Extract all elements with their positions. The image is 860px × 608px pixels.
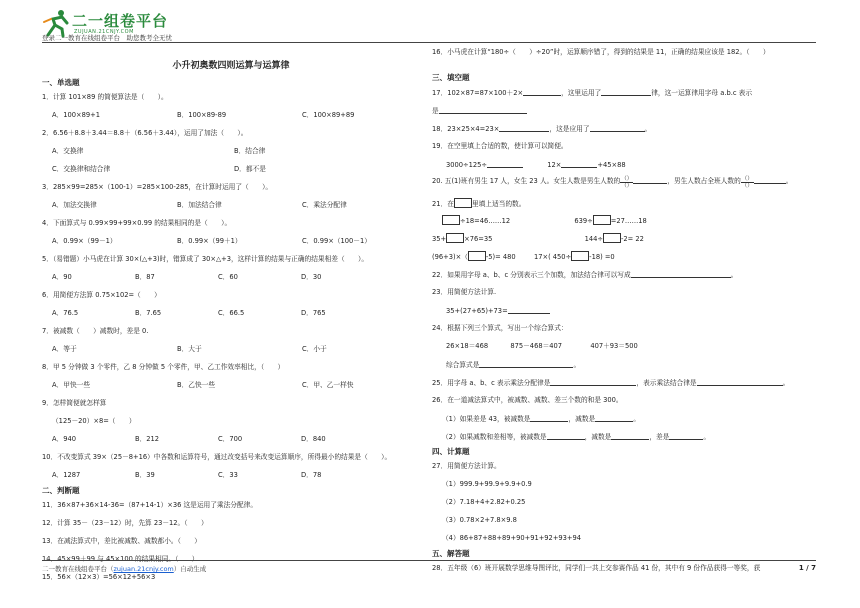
text: 18．23×25×4=23× bbox=[432, 125, 500, 133]
answer-blank[interactable] bbox=[669, 432, 703, 440]
fill-question bbox=[432, 198, 818, 206]
text: ÷18=46……12 bbox=[460, 217, 511, 225]
fill-question bbox=[432, 176, 818, 188]
text: ，这是应用了 bbox=[549, 125, 590, 133]
text: 35+(27+65)+73= bbox=[446, 307, 508, 315]
option-row bbox=[42, 309, 420, 317]
text: 17×( 450÷ bbox=[533, 253, 572, 261]
question-stem: 1．计算 101×89 的简便算法是（ ）。 bbox=[42, 93, 168, 101]
fill-question bbox=[432, 88, 818, 96]
text: +45×88 bbox=[597, 161, 626, 169]
box-expression-row bbox=[432, 251, 818, 260]
calc-item: （1）999.9+99.9+9.9+0.9 bbox=[442, 480, 532, 488]
text: 26×18＝468 bbox=[446, 342, 489, 350]
option[interactable]: C．小于 bbox=[302, 345, 327, 353]
section-heading: 三、填空题 bbox=[432, 73, 470, 82]
question-expression: （125－20）×8=（ ） bbox=[52, 417, 136, 425]
option-row bbox=[42, 111, 420, 119]
question-stem: 4．下面算式与 0.99×99+99×0.99 的结果相同的是（ ）。 bbox=[42, 219, 232, 227]
option[interactable]: B．87 bbox=[135, 273, 155, 281]
answer-box[interactable] bbox=[468, 251, 486, 261]
answer-box[interactable] bbox=[603, 233, 621, 243]
option[interactable]: C．0.99×（100－1） bbox=[302, 237, 371, 245]
text: 17．102×87=87×100＋2× bbox=[432, 89, 524, 97]
answer-blank[interactable] bbox=[523, 88, 561, 96]
option[interactable]: A．交换律 bbox=[52, 147, 84, 155]
option[interactable]: C．700 bbox=[218, 435, 243, 443]
question-stem: 8．甲 5 分钟做 3 个零件，乙 8 分钟做 5 个零件，甲、乙工作效率相比，（ ） bbox=[42, 363, 285, 371]
box-expression-row bbox=[432, 233, 818, 242]
text: 21．在 bbox=[432, 200, 454, 208]
text: ，表示乘法结合律是 bbox=[636, 379, 697, 387]
judge-question: 16．小马虎在计算“180÷（ ）÷20”时，运算顺序错了，得到的结果是 11，正确的结果应该是 182。（ ） bbox=[432, 48, 770, 56]
text: 综合算式是 bbox=[446, 361, 480, 369]
answer-blank[interactable] bbox=[595, 414, 633, 422]
option[interactable]: B．结合律 bbox=[234, 147, 266, 155]
answer-box[interactable] bbox=[571, 251, 589, 261]
option-row bbox=[42, 165, 420, 173]
judge-question: 11．36×87+36×14-36=（87+14-1）×36 这是运用了乘法分配律。 bbox=[42, 501, 258, 509]
option[interactable]: C．100×89+89 bbox=[302, 111, 355, 119]
option-row bbox=[42, 381, 420, 389]
text: 144÷ bbox=[584, 235, 604, 243]
fraction-denominator: （） bbox=[621, 183, 633, 189]
text: -2= 22 bbox=[621, 235, 644, 243]
option-row bbox=[42, 273, 420, 281]
text: ，这里运用了 bbox=[561, 89, 602, 97]
text: -18) =0 bbox=[589, 253, 615, 261]
fill-sub-question bbox=[432, 432, 818, 440]
answer-box[interactable] bbox=[593, 215, 611, 225]
option[interactable]: A．76.5 bbox=[52, 309, 79, 317]
judge-question: 13．在减法算式中，差比被减数、减数都小。（ ） bbox=[42, 537, 201, 545]
answer-blank[interactable] bbox=[561, 160, 597, 168]
text: 20. 五(1)班有男生 17 人，女生 23 人。女生人数是男生人数的 bbox=[432, 177, 621, 185]
expression-row bbox=[432, 342, 818, 350]
text: 里填上适当的数。 bbox=[471, 200, 526, 208]
fill-question bbox=[432, 124, 818, 132]
section-heading: 五、解答题 bbox=[432, 549, 470, 558]
option[interactable]: A．940 bbox=[52, 435, 77, 443]
text: 875－468＝407 bbox=[510, 342, 563, 350]
section-heading: 二、判断题 bbox=[42, 486, 80, 495]
answer-blank[interactable] bbox=[547, 432, 585, 440]
answer-box[interactable] bbox=[446, 233, 464, 243]
option[interactable]: A．甲快一些 bbox=[52, 381, 91, 389]
page-number: 1 / 7 bbox=[798, 564, 816, 572]
text: 407＋93＝500 bbox=[590, 342, 638, 350]
question-stem: 23．用简便方法计算. bbox=[432, 288, 497, 296]
option[interactable]: C．60 bbox=[218, 273, 238, 281]
calc-item: （4）86+87+88+89+90+91+92+93+94 bbox=[442, 534, 582, 542]
text: =27……18 bbox=[610, 217, 647, 225]
fraction-numerator: （） bbox=[741, 176, 753, 182]
question-stem: 28．五年级（6）班开展数学思维导图评比，同学们一共上交参赛作品 41 份，其中有 9 份作品获得一等奖，获 bbox=[432, 564, 761, 572]
answer-blank[interactable] bbox=[611, 432, 649, 440]
option[interactable]: C．33 bbox=[218, 471, 238, 479]
answer-box[interactable] bbox=[454, 198, 472, 208]
text: 。 bbox=[785, 177, 793, 185]
text: 22．如果用字母 a、b、c 分别表示三个加数，加法结合律可以写成 bbox=[432, 271, 631, 279]
option[interactable]: B．100×89-89 bbox=[177, 111, 227, 119]
fill-question bbox=[432, 378, 818, 386]
option[interactable]: D．30 bbox=[301, 273, 322, 281]
fill-question-continued bbox=[432, 106, 818, 114]
footer-link[interactable]: zujuan.21cnjy.com bbox=[113, 565, 174, 573]
header-divider bbox=[42, 42, 816, 43]
right-column bbox=[432, 48, 818, 572]
answer-blank[interactable] bbox=[479, 360, 573, 368]
footer-text: 二一教育在线组卷平台（ bbox=[42, 565, 114, 573]
text: 。 bbox=[644, 125, 652, 133]
option[interactable]: A．等于 bbox=[52, 345, 77, 353]
text: ，男生人数占全班人数的 bbox=[667, 177, 741, 185]
option[interactable]: C．乘法分配律 bbox=[302, 201, 347, 209]
fraction-numerator: （） bbox=[621, 176, 633, 182]
judge-question: 14．45×99＋99 与 45×100 的结果相同。（ ） bbox=[42, 555, 199, 563]
text: 35+ bbox=[432, 235, 447, 243]
option[interactable]: D．765 bbox=[301, 309, 326, 317]
text: 。 bbox=[633, 415, 640, 423]
text: 。 bbox=[782, 379, 790, 387]
text: 639÷ bbox=[574, 217, 593, 225]
question-stem: 2．6.56＋8.8＋3.44＝8.8＋（6.56＋3.44），运用了加法（ ）。 bbox=[42, 129, 248, 137]
option[interactable]: B．乙快一些 bbox=[177, 381, 216, 389]
option[interactable]: B．大于 bbox=[177, 345, 202, 353]
text: ，减数是 bbox=[568, 415, 596, 423]
text: 25．用字母 a、b、c 表示乘法分配律是 bbox=[432, 379, 551, 387]
logo-text: 二一组卷平台 bbox=[72, 12, 169, 30]
option[interactable]: A．90 bbox=[52, 273, 72, 281]
option[interactable]: C．甲、乙一样快 bbox=[302, 381, 354, 389]
text: ，减数是 bbox=[584, 433, 612, 441]
fraction-denominator: （） bbox=[741, 183, 753, 189]
fill-sub-question bbox=[432, 414, 818, 422]
option[interactable]: C．交换律和结合律 bbox=[52, 165, 111, 173]
option[interactable]: D．78 bbox=[301, 471, 322, 479]
box-expression-row bbox=[432, 215, 818, 224]
text: 12× bbox=[547, 161, 562, 169]
footer-text: ）自动生成 bbox=[173, 565, 207, 573]
fraction-blank[interactable] bbox=[741, 176, 754, 189]
option-row bbox=[42, 201, 420, 209]
option-row bbox=[42, 345, 420, 353]
text: 是 bbox=[432, 107, 439, 115]
text: （2）如果减数和差相等，被减数是 bbox=[442, 433, 547, 441]
text: -5)= 480 bbox=[485, 253, 516, 261]
answer-blank[interactable] bbox=[754, 176, 786, 184]
section-heading: 一、单选题 bbox=[42, 78, 80, 87]
judge-question: 15．56×（12×3）=56×12+56×3 bbox=[42, 573, 156, 581]
answer-blank[interactable] bbox=[508, 306, 550, 314]
site-logo[interactable] bbox=[42, 8, 169, 36]
text: 3000÷125÷ bbox=[446, 161, 487, 169]
text: （1）如果差是 43，被减数是 bbox=[442, 415, 531, 423]
answer-blank[interactable] bbox=[697, 378, 783, 386]
option[interactable]: A．0.99×（99－1） bbox=[52, 237, 117, 245]
fill-question bbox=[432, 270, 818, 278]
header-tagline: 登录二一教育在线组卷平台 助您教考全无忧 bbox=[42, 34, 172, 42]
option[interactable]: D．都不是 bbox=[234, 165, 266, 173]
option-row bbox=[42, 435, 420, 443]
question-stem: 24．根据下列三个算式，写出一个综合算式： bbox=[432, 324, 568, 332]
question-stem: 9．怎样简便就怎样算 bbox=[42, 399, 107, 407]
answer-blank[interactable] bbox=[439, 106, 527, 114]
option-row bbox=[42, 147, 420, 155]
answer-blank[interactable] bbox=[631, 270, 731, 278]
option[interactable]: B．加法结合律 bbox=[177, 201, 222, 209]
text: ×76=35 bbox=[464, 235, 493, 243]
question-stem: 26．在一道减法算式中，被减数、减数、差三个数的和是 300。 bbox=[432, 396, 623, 404]
question-stem: 19．在空里填上合适的数，使计算可以简便。 bbox=[432, 142, 568, 150]
fill-expression-row bbox=[432, 160, 818, 168]
question-stem: 27．用简便方法计算。 bbox=[432, 462, 501, 470]
option[interactable]: B．7.65 bbox=[135, 309, 162, 317]
calc-item: （2）7.18+4+2.82+0.25 bbox=[442, 498, 526, 506]
question-stem: 6．用简便方法算 0.75×102=（ ） bbox=[42, 291, 161, 299]
answer-blank[interactable] bbox=[633, 176, 667, 184]
left-column bbox=[42, 48, 420, 581]
judge-question: 12．计算 35－（23－12）时，先算 23－12。（ ） bbox=[42, 519, 208, 527]
text: 。 bbox=[703, 433, 711, 441]
fill-expression-row bbox=[432, 306, 818, 314]
page-title: 小升初奥数四则运算与运算律 bbox=[172, 61, 290, 71]
logo-subtext: ZUJUAN.21CNJY.COM bbox=[74, 29, 134, 35]
text: 律，这一运算律用字母 a.b.c 表示 bbox=[651, 89, 753, 97]
option[interactable]: A．100×89+1 bbox=[52, 111, 100, 119]
answer-blank[interactable] bbox=[499, 124, 549, 132]
option-row bbox=[42, 471, 420, 479]
option[interactable]: B．0.99×（99＋1） bbox=[177, 237, 242, 245]
section-heading: 四、计算题 bbox=[432, 447, 470, 456]
option[interactable]: A．加法交换律 bbox=[52, 201, 97, 209]
fill-expression-row bbox=[432, 360, 818, 368]
answer-blank[interactable] bbox=[590, 124, 645, 132]
question-stem: 3．285×99=285×（100-1）=285×100-285，在计算时运用了（ ）。 bbox=[42, 183, 273, 191]
option[interactable]: D．840 bbox=[301, 435, 326, 443]
fraction-blank[interactable] bbox=[620, 176, 633, 189]
question-stem: 7．被减数（ ）减数时，差是 0. bbox=[42, 327, 149, 335]
text: ，差是 bbox=[649, 433, 670, 441]
footer-divider bbox=[42, 560, 816, 561]
answer-blank[interactable] bbox=[487, 160, 523, 168]
text: (96+3)×（ bbox=[432, 253, 468, 261]
text: 。 bbox=[730, 271, 738, 279]
option-row bbox=[42, 237, 420, 245]
option[interactable]: A．1287 bbox=[52, 471, 81, 479]
text: 。 bbox=[573, 361, 581, 369]
answer-blank[interactable] bbox=[550, 378, 636, 386]
answer-blank[interactable] bbox=[530, 414, 568, 422]
option[interactable]: B．212 bbox=[135, 435, 160, 443]
footer-source bbox=[42, 564, 206, 573]
calc-item: （3）0.78×2+7.8×9.8 bbox=[442, 516, 517, 524]
question-stem: 10．不改变算式 39×（25－8+16）中各数和运算符号，通过改变括号来改变运算顺序，所得最小的结果是（ ）。 bbox=[42, 453, 392, 461]
question-stem: 5．（易错题）小马虎在计算 30×(△+3)时，错算成了 30×△+3，这样计算的结果与正确的结果相差（ ）。 bbox=[42, 255, 369, 263]
option[interactable]: C．66.5 bbox=[218, 309, 245, 317]
answer-blank[interactable] bbox=[601, 88, 651, 96]
option[interactable]: B．39 bbox=[135, 471, 155, 479]
answer-box[interactable] bbox=[442, 215, 460, 225]
